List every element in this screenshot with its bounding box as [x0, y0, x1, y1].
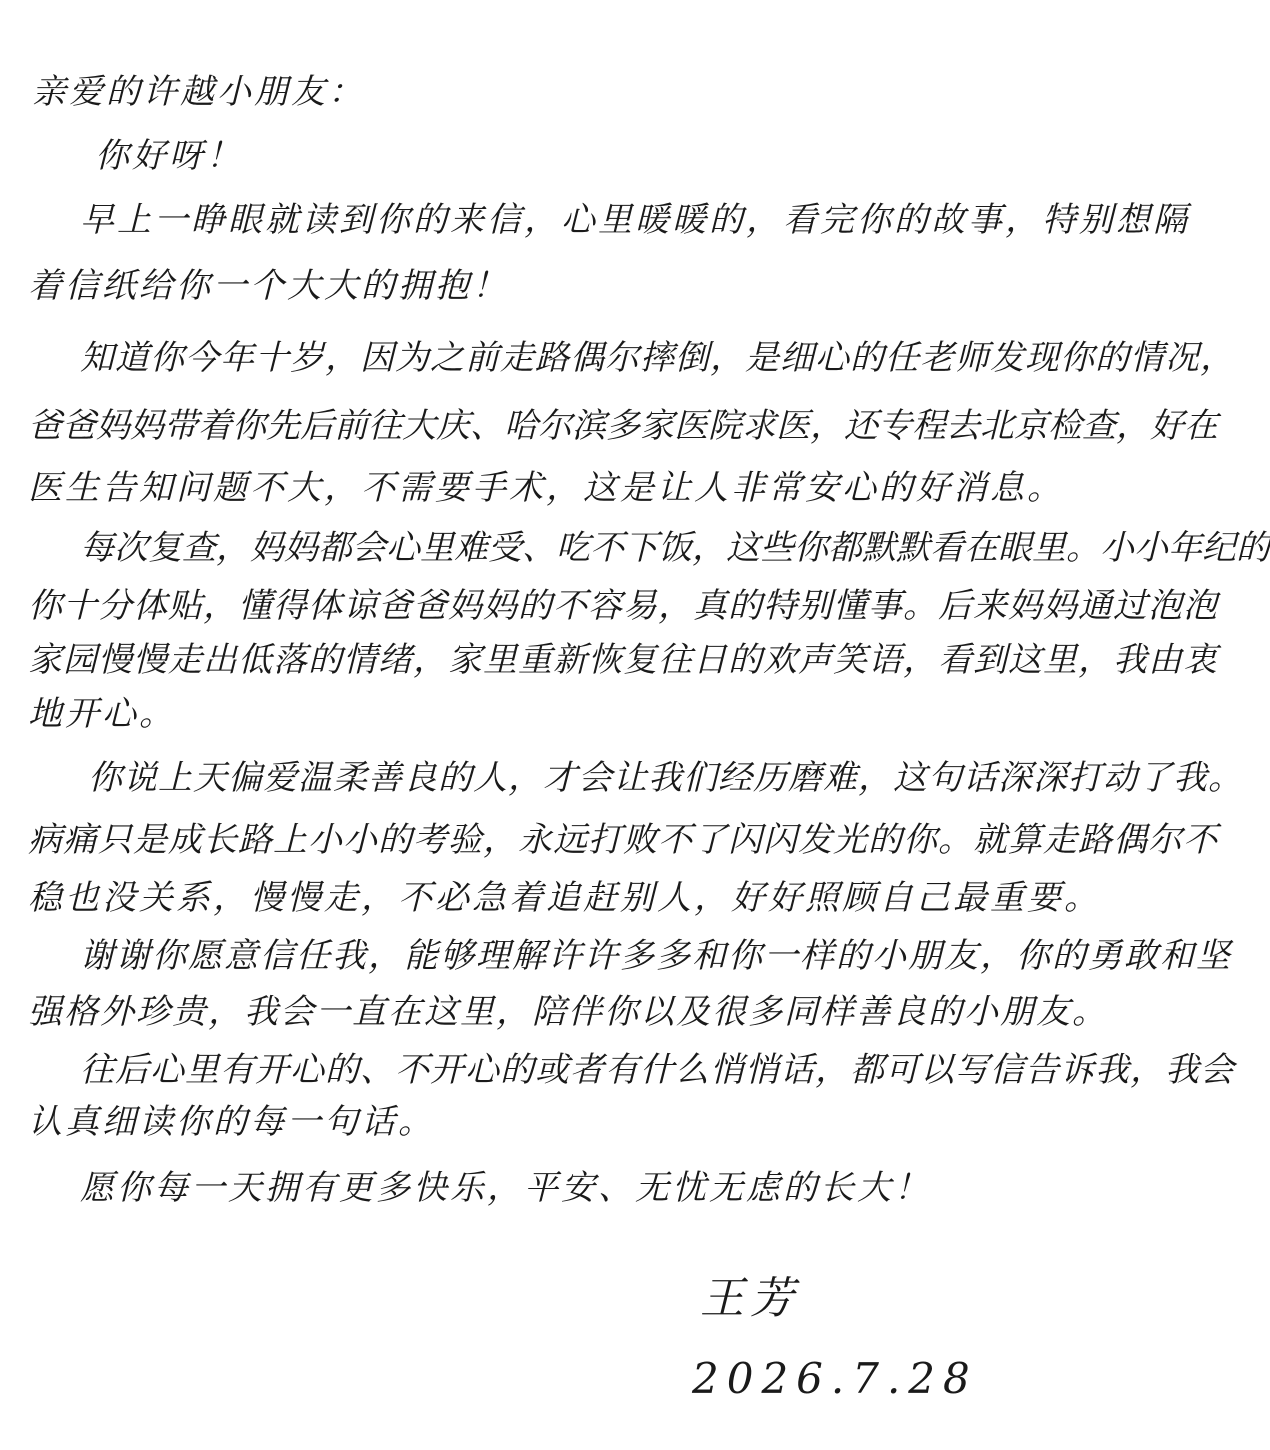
letter-line: 强格外珍贵，我会一直在这里，陪伴你以及很多同样善良的小朋友。 — [28, 992, 1108, 1032]
letter-hello: 你好呀！ — [95, 136, 243, 176]
letter-line: 家园慢慢走出低落的情绪，家里重新恢复往日的欢声笑语，看到这里，我由衷 — [28, 640, 1218, 680]
letter-line: 爸爸妈妈带着你先后前往大庆、哈尔滨多家医院求医，还专程去北京检查，好在 — [28, 406, 1218, 446]
letter-greeting: 亲爱的许越小朋友： — [32, 72, 365, 112]
letter-line: 谢谢你愿意信任我，能够理解许许多多和你一样的小朋友，你的勇敢和坚 — [80, 936, 1232, 976]
letter-line: 早上一睁眼就读到你的来信，心里暖暖的，看完你的故事，特别想隔 — [80, 200, 1190, 240]
letter-date: 2026.7.28 — [692, 1354, 978, 1403]
letter-line: 愿你每一天拥有更多快乐，平安、无忧无虑的长大！ — [80, 1168, 931, 1208]
letter-line: 地开心。 — [28, 694, 176, 734]
letter-line: 认真细读你的每一句话。 — [28, 1102, 435, 1142]
letter-line: 往后心里有开心的、不开心的或者有什么悄悄话，都可以写信告诉我，我会 — [80, 1050, 1235, 1090]
letter-line: 你说上天偏爱温柔善良的人，才会让我们经历磨难，这句话深深打动了我。 — [88, 758, 1243, 798]
letter-line: 病痛只是成长路上小小的考验，永远打败不了闪闪发光的你。就算走路偶尔不 — [28, 820, 1218, 860]
letter-line: 知道你今年十岁，因为之前走路偶尔摔倒，是细心的任老师发现你的情况， — [80, 338, 1235, 378]
letter-line: 你十分体贴，懂得体谅爸爸妈妈的不容易，真的特别懂事。后来妈妈通过泡泡 — [28, 586, 1218, 626]
letter-line: 医生告知问题不大，不需要手术，这是让人非常安心的好消息。 — [28, 468, 1064, 508]
letter-line: 着信纸给你一个大大的拥抱！ — [28, 266, 509, 306]
letter-signature: 王芳 — [700, 1273, 800, 1324]
letter-line: 稳也没关系，慢慢走，不必急着追赶别人，好好照顾自己最重要。 — [28, 878, 1101, 918]
letter-line: 每次复查，妈妈都会心里难受、吃不下饭，这些你都默默看在眼里。小小年纪的 — [80, 528, 1270, 568]
